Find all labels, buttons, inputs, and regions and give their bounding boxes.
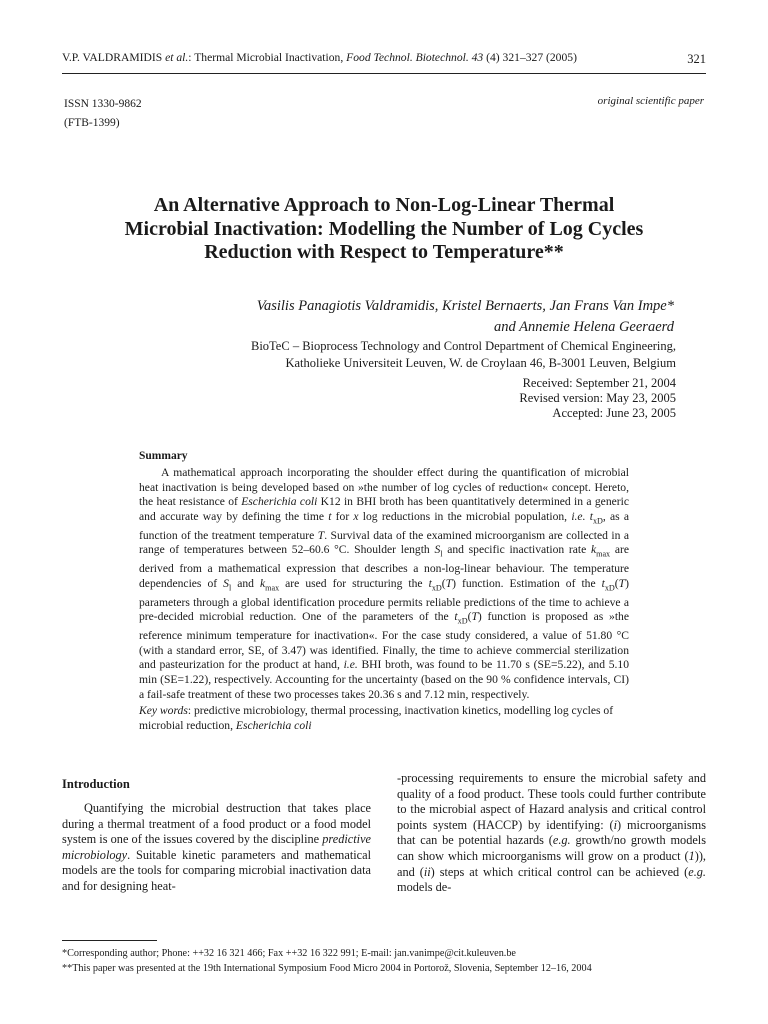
article-dates: [519, 376, 676, 422]
header-rule: [62, 73, 706, 74]
article-title: [60, 194, 708, 265]
intro-column-right: -processing requirements to ensure the microbial safety and quality of a food product. These tools could further contribute to the microbial aspect of Hazard analysis and critical control points system (HACCP) by identifying: (i) microorganisms that can be potential hazards (e.g. growth/no growth models can show which microorganisms will grow on a product (1)), and (ii) steps at which critical control can be achieved (e.g. models de-: [397, 771, 707, 895]
footnote-rule: [62, 940, 157, 941]
authors: [257, 296, 674, 338]
title-line: Microbial Inactivation: Modelling the Number of Log Cycles: [124, 217, 644, 240]
running-head-title: : Thermal Microbial Inactivation,: [188, 51, 347, 64]
page-number: 321: [687, 52, 706, 66]
authors-line: and Annemie Helena Geeraerd: [494, 319, 674, 335]
title-line: Reduction with Respect to Temperature**: [204, 241, 564, 263]
summary-text: A mathematical approach incorporating the shoulder effect during the quantification of microbial heat inactivation is being developed based on »the number of log cycles of reduction« concept. Hereto, the heat resistance of Escherichia coli K12 in BHI broth has been quantitatively determined in a generic and accurate way by defining the time t for x log reductions in the microbial population, i.e. $t_{xD}$, as a function of the treatment temperature T. Survival data of the examined microorganism are collected in a range of temperatures between 52–60.6 °C. Shoulder length $S_l$ and specific inactivation rate $k_{max}$ are derived from a mathematical expression that describes a non-log-linear behaviour. The temperature dependencies of $S_l$ and $k_{max}$ are used for structuring the $t_{xD}(T)$ function. Estimation of the $t_{xD}(T)$ parameters through a global identification procedure permits reliable predictions of the time to achieve a pre-decided microbial reduction. One of the parameters of the $t_{xD}(T)$ function is proposed as »the reference minimum temperature for inactivation«. For the case study considered, a value of 51.80 °C (with a standard error, SE, of 3.47) was identified. Finally, the time to achieve commercial sterilization and pasteurization for the product at hand, i.e. BHI broth, was found to be 11.70 s (SE=5.22), and 5.10 min (SE=1.22), respectively. Accounting for the uncertainty (based on the 90 % confidence intervals, CI) a fail-safe treatment of these two processes takes 20.36 s and 7.12 min, respectively.: [139, 466, 630, 701]
affiliation: [251, 338, 676, 371]
received-date: Received: September 21, 2004: [522, 376, 676, 390]
keywords: Key words: predictive microbiology, thermal processing, inactivation kinetics, modelling log cycles of microbial reduction, Escherichia coli: [139, 704, 614, 732]
summary-heading: Summary: [139, 450, 188, 462]
intro-column-left: Quantifying the microbial destruction that takes place during a thermal treatment of a food product or a food model system is one of the issues covered by the discipline predictive microbiology. Suitable kinetic parameters and mathematical models are the tools for comparing microbial inactivation data and for designing heat-: [62, 801, 371, 893]
affiliation-line: BioTeC – Bioprocess Technology and Control Department of Chemical Engineering,: [250, 339, 676, 353]
running-head-issue: (4) 321–327 (2005): [483, 51, 577, 64]
footnote-symposium: **This paper was presented at the 19th International Symposium Food Micro 2004 in Portorož, Slovenia, September 12–16, 2004: [62, 963, 592, 974]
authors-line: Vasilis Panagiotis Valdramidis, Kristel Bernaerts, Jan Frans Van Impe*: [256, 298, 674, 314]
revised-date: Revised version: May 23, 2005: [519, 391, 676, 406]
running-head-journal: Food Technol. Biotechnol. 43: [346, 51, 484, 64]
affiliation-line: Katholieke Universiteit Leuven, W. de Croylaan 46, B-3001 Leuven, Belgium: [285, 355, 676, 370]
ftb-code: (FTB-1399): [64, 117, 120, 129]
running-head-authors: V.P. VALDRAMIDIS: [62, 51, 166, 64]
running-head: [62, 51, 622, 64]
running-head-etal: et al.: [165, 51, 189, 64]
paper-type: original scientific paper: [597, 95, 704, 107]
introduction-heading: Introduction: [62, 777, 130, 791]
title-line: An Alternative Approach to Non-Log-Linear Thermal: [153, 194, 615, 216]
accepted-date: Accepted: June 23, 2005: [552, 406, 676, 421]
keywords-label: Key words: [139, 704, 188, 717]
footnote-corresponding: *Corresponding author; Phone: ++32 16 321 466; Fax ++32 16 322 991; E-mail: jan.vanimpe@cit.kuleuven.be: [62, 948, 516, 959]
issn: ISSN 1330-9862: [64, 98, 142, 110]
issn-block: [64, 95, 142, 133]
